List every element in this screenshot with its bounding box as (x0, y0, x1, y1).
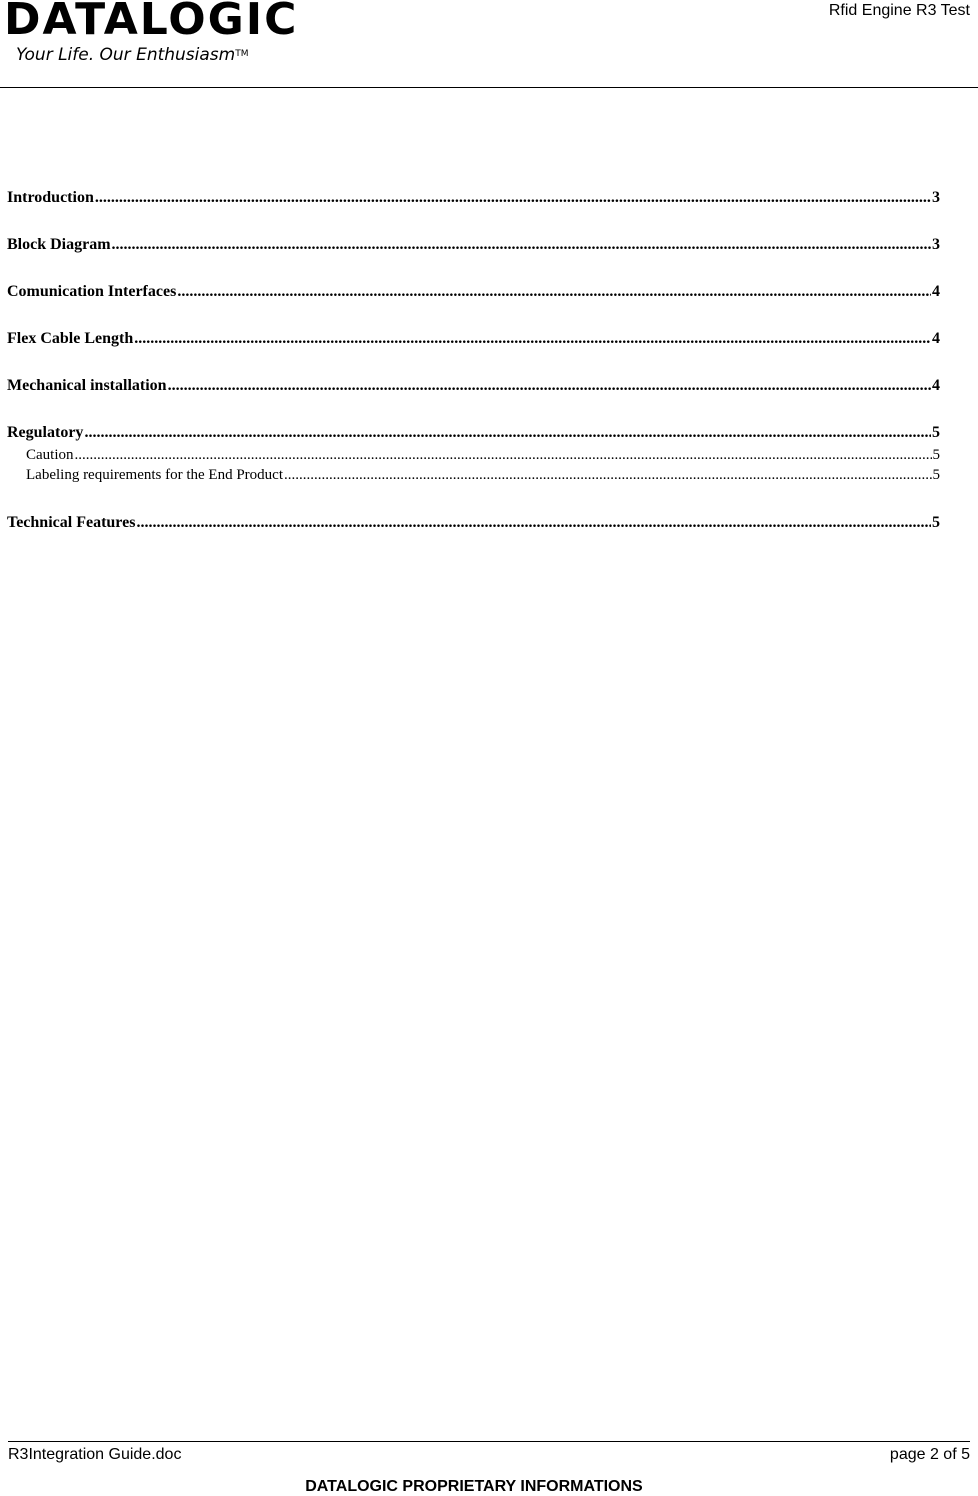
toc-entry-title: Caution (26, 447, 74, 463)
toc-entry-title: Flex Cable Length (7, 330, 134, 347)
toc-leader-dots (75, 445, 932, 465)
toc-entry-page: 5 (932, 514, 940, 531)
toc-entry-page: 4 (932, 330, 940, 347)
toc-entry-page: 5 (932, 447, 940, 463)
logo-tagline (16, 45, 249, 65)
toc-leader-dots (177, 280, 931, 303)
header-divider (0, 87, 978, 88)
toc-entry-title: Introduction (7, 189, 94, 206)
logo-trademark: TM (235, 49, 249, 59)
toc-entry-regulatory[interactable] (7, 421, 940, 444)
toc-entry-page: 3 (932, 189, 940, 206)
toc-leader-dots (136, 511, 931, 534)
footer-filename: R3Integration Guide.doc (8, 1446, 182, 1463)
toc-entry-mechanical-installation[interactable] (7, 374, 940, 397)
toc-leader-dots (84, 421, 931, 444)
toc-leader-dots (134, 327, 931, 350)
toc-entry-flex-cable-length[interactable] (7, 327, 940, 350)
toc-leader-dots (112, 233, 931, 256)
toc-subentry-caution[interactable] (7, 445, 940, 465)
toc-entry-title: Block Diagram (7, 236, 111, 253)
toc-leader-dots (284, 465, 931, 485)
toc-entry-title: Labeling requirements for the End Product (26, 467, 284, 483)
footer-page-number: page 2 of 5 (889, 1446, 970, 1463)
document-title: Rfid Engine R3 Test (828, 2, 970, 19)
datalogic-logo (4, 0, 299, 72)
logo-wordmark: DATALOGIC (4, 0, 299, 45)
logo-tagline-text: Your Life. Our Enthusiasm (16, 45, 236, 65)
toc-entry-title: Comunication Interfaces (7, 283, 177, 300)
toc-entry-page: 3 (932, 236, 940, 253)
footer-proprietary-notice: DATALOGIC PROPRIETARY INFORMATIONS (305, 1478, 643, 1495)
toc-entry-page: 4 (932, 377, 940, 394)
table-of-contents (7, 186, 940, 558)
toc-leader-dots (168, 374, 931, 397)
toc-entry-title: Technical Features (7, 514, 136, 531)
toc-entry-technical-features[interactable] (7, 511, 940, 534)
toc-entry-comunication-interfaces[interactable] (7, 280, 940, 303)
toc-entry-title: Regulatory (7, 424, 84, 441)
toc-leader-dots (95, 186, 931, 209)
footer-divider (8, 1441, 970, 1442)
toc-entry-page: 5 (932, 467, 940, 483)
page-header (0, 0, 978, 90)
toc-entry-block-diagram[interactable] (7, 233, 940, 256)
toc-entry-title: Mechanical installation (7, 377, 167, 394)
toc-subentry-labeling-requirements[interactable] (7, 465, 940, 485)
toc-entry-page: 4 (932, 283, 940, 300)
toc-entry-introduction[interactable] (7, 186, 940, 209)
toc-entry-page: 5 (932, 424, 940, 441)
